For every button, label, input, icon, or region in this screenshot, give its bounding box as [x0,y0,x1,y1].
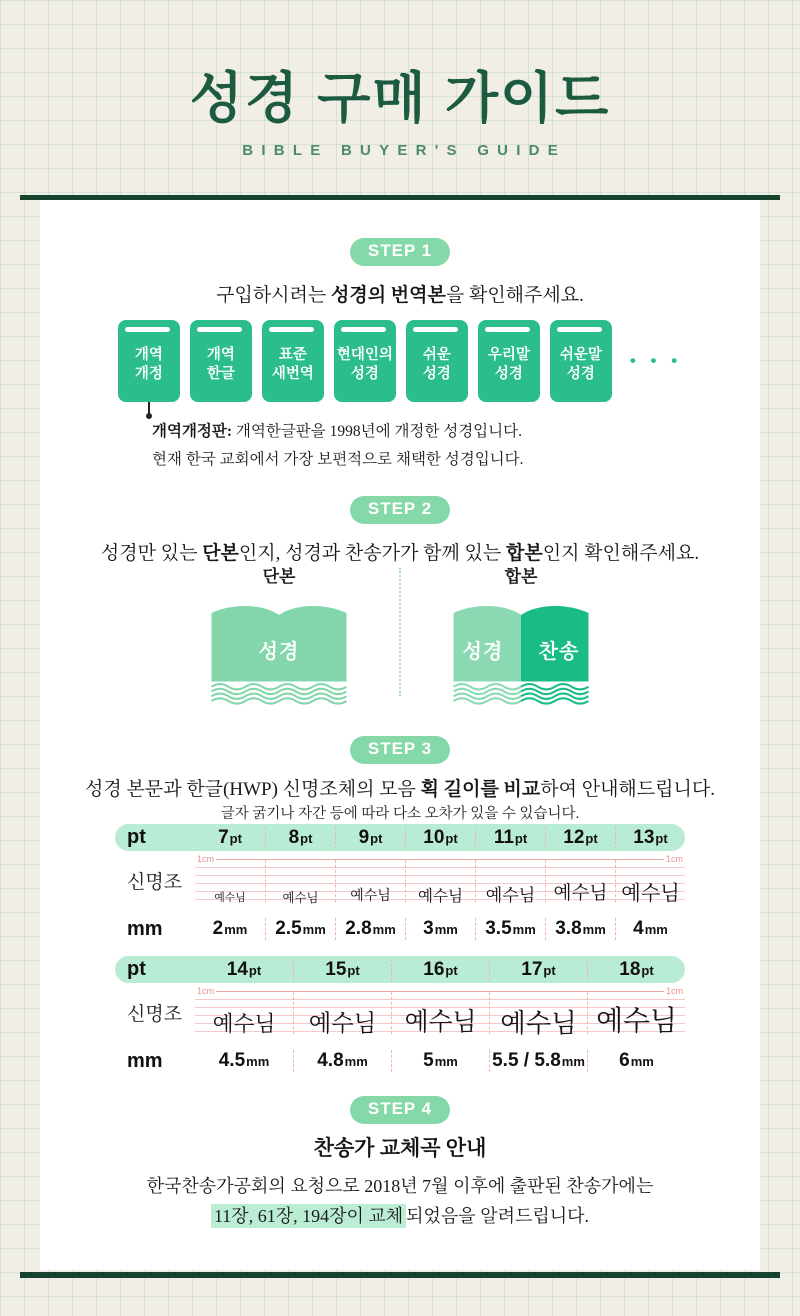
pt-unit: pt [655,830,668,846]
mm-value-cell [391,1050,489,1072]
font-sample-cell [489,992,587,1038]
step2-desc-bold2: 합본 [506,543,543,564]
step3-desc-bold: 획 길이를 비교 [420,779,541,800]
pt-unit: pt [300,830,313,846]
highlighted-chapters: 11장, 61장, 194장이 교체 [211,1204,406,1228]
pt-header-cell [265,827,335,849]
revision-note-line2: 현재 한국 교회에서 가장 보편적으로 채택한 성경입니다. [152,451,524,468]
step3-disclaimer: 글자 굵기나 자간 등에 따라 다소 오차가 있을 수 있습니다. [220,806,580,822]
pt-header-cell [545,827,615,849]
step4-badge: STEP 4 [350,1096,450,1124]
pt-header-cell [335,827,405,849]
font-sample-text: 예수님 [418,887,463,905]
cm-marker-left: 1cm [197,986,215,996]
pt-number: 16 [423,958,445,980]
font-sample-text: 예수님 [282,890,319,905]
translation-book-label: 우리말 성경 [487,347,530,382]
pt-header-cell [489,959,587,981]
pt-unit: pt [641,962,654,978]
font-sample-text: 예수님 [485,885,536,905]
pt-header-cell [405,827,475,849]
revision-note-term: 개역개정판: [152,423,233,440]
translation-book [406,320,468,402]
mm-number: 4.8 [317,1050,344,1071]
mm-number: 2 [212,918,224,939]
mm-unit: mm [344,1054,368,1069]
mm-unit: mm [224,922,248,937]
step3-desc-post: 하여 안내해드립니다. [540,779,715,800]
mm-number: 4.5 [218,1050,246,1071]
pt-header-cell [391,959,489,981]
page-title: 성경 구매 가이드 [189,67,611,129]
translation-book-label: 쉬운 성경 [422,347,451,382]
pt-number: 15 [325,958,347,980]
single-volume-label: 단본 [262,567,296,586]
translation-books-row [40,320,760,402]
font-sample-text: 예수님 [214,892,246,905]
step2-desc-post: 인지 확인해주세요. [542,543,700,564]
translation-book [550,320,612,402]
mm-unit: mm [582,922,606,937]
pt-number: 7 [218,826,229,848]
translation-book-label: 현대인의 성경 [336,347,393,382]
mm-value-row [115,915,685,943]
combined-hymnal-text: 찬송 [538,641,580,663]
mm-value-cell [475,918,545,940]
font-sample-text: 예수님 [212,1012,276,1037]
font-sample-cell [587,992,685,1038]
hymn-replacement-line2-rest: 되었음을 알려드립니다. [406,1206,590,1226]
mm-row-label: mm [127,917,163,940]
step2-desc-pre: 성경만 있는 [100,543,203,564]
font-sample-row [115,854,685,905]
cm-marker-left: 1cm [197,854,215,864]
page-subtitle: BIBLE BUYER'S GUIDE [242,142,566,159]
translation-book [118,320,180,402]
step3-badge: STEP 3 [350,736,450,764]
translation-book-label: 개역 한글 [206,347,235,382]
mm-number: 6 [619,1050,630,1071]
single-volume-illustration [203,562,355,711]
pt-unit: pt [445,830,458,846]
step3-badge-row [40,736,760,764]
pt-number: 9 [358,826,370,848]
font-name-label: 신명조 [127,1004,183,1025]
translation-book-label: 쉬운말 성경 [559,347,602,382]
revision-note [152,418,730,474]
font-sample-text: 예수님 [500,1007,577,1038]
mm-number: 3.5 [485,918,512,939]
mm-number: 4 [633,918,644,939]
mm-value-cell [335,918,405,940]
pt-number: 18 [619,958,641,980]
pt-unit: pt [347,962,360,978]
step1-desc-bold: 성경의 번역본 [331,285,446,306]
step3-description [40,774,760,801]
step3-desc-pre: 성경 본문과 한글(HWP) 신명조체의 모음 [85,779,421,800]
mm-value-cell [293,1050,391,1072]
font-sample-text: 예수님 [350,889,391,904]
book-pages-icon [413,327,458,332]
translation-book-label: 개역 개정 [134,347,163,382]
book-pages-icon [485,327,530,332]
font-sample-cell [335,860,405,902]
pt-number: 10 [423,826,445,848]
single-volume-book [203,595,355,711]
mm-row-label: mm [127,1049,163,1072]
mm-value-cell [545,918,615,940]
mm-unit: mm [302,922,326,937]
pt-number: 17 [521,958,543,980]
translation-book-label: 표준 새번역 [271,347,314,382]
pt-unit: pt [585,830,598,846]
mm-value-cell [587,1050,685,1072]
translation-book [334,320,396,402]
combined-volume-book [445,595,597,711]
font-sample-cell [391,992,489,1037]
step2-desc-mid: 인지, 성경과 찬송가가 함께 있는 [238,543,507,564]
font-sample-text: 예수님 [596,1006,677,1038]
font-sample-text: 예수님 [621,882,680,905]
book-pages-icon [197,327,242,332]
font-size-table-1 [115,824,685,943]
pt-unit: pt [445,962,458,978]
pt-header-row [115,956,685,983]
pt-unit: pt [229,830,242,846]
mm-value-cell [195,918,265,940]
font-size-table-2 [115,956,685,1075]
pt-number: 11 [493,826,514,848]
pt-header-cell [195,827,265,849]
mm-unit: mm [434,922,458,937]
mm-unit: mm [644,922,668,937]
pt-unit: pt [370,830,383,846]
step2-description [40,538,760,565]
translation-book [478,320,540,402]
cm-marker-right: 1cm [665,854,683,864]
font-sample-cell [195,992,293,1037]
content-card [40,200,760,1270]
font-sample-cell [405,860,475,905]
font-sample-row [115,986,685,1038]
mm-number: 3.8 [555,918,582,939]
pt-header-row [115,824,685,851]
single-bible-text: 성경 [258,641,300,663]
book-pages-icon [125,327,170,332]
mm-unit: mm [561,1054,585,1069]
pt-header-cell [293,959,391,981]
book-pages-icon [557,327,602,332]
mm-value-cell [615,918,685,940]
font-sample-cell [615,860,685,905]
pt-header-cell [587,959,685,981]
translation-book [262,320,324,402]
step1-badge-row [40,238,760,266]
mm-number: 5.5 / 5.8 [492,1050,561,1071]
ellipsis-dots: • • • [629,351,683,370]
pt-unit: pt [248,962,262,978]
font-sample-cell [545,860,615,905]
combined-volume-label: 합본 [504,567,538,586]
pt-number: 14 [226,958,248,980]
ruler-strip [195,986,685,1038]
mm-unit: mm [512,922,536,937]
pt-row-label: pt [127,826,146,848]
step1-desc-pre: 구입하시려는 [216,285,331,306]
step2-badge: STEP 2 [350,496,450,524]
step2-badge-row [40,496,760,524]
step4-badge-row [40,1096,760,1124]
mm-unit: mm [246,1054,270,1069]
pt-number: 8 [288,826,300,848]
step2-desc-bold1: 단본 [202,543,239,564]
combined-bible-text: 성경 [462,641,504,663]
mm-number: 5 [423,1050,434,1071]
step1-description [40,280,760,307]
font-sample-cell [195,860,265,905]
pt-header-cell [475,827,545,849]
font-sample-cell [475,860,545,905]
mm-value-cell [489,1050,587,1072]
mm-unit: mm [372,922,396,937]
hymn-replacement-title: 찬송가 교체곡 안내 [313,1136,487,1160]
mm-value-cell [195,1050,293,1072]
hymn-replacement-line1: 한국찬송가공회의 요청으로 2018년 7월 이후에 출판된 찬송가에는 [146,1176,654,1196]
volume-illustrations [40,562,760,711]
mm-number: 2.8 [345,918,372,939]
header [0,64,800,159]
translation-book [190,320,252,402]
mm-value-row [115,1047,685,1075]
combined-volume-illustration [445,562,597,711]
pt-header-cell [195,959,293,981]
pt-row-label: pt [127,958,146,980]
ruler-strip [195,854,685,905]
pt-unit: pt [543,962,556,978]
step1-badge: STEP 1 [350,238,450,266]
font-sample-text: 예수님 [308,1010,377,1037]
font-sample-text: 예수님 [404,1009,477,1037]
step1-desc-post: 을 확인해주세요. [445,285,584,306]
pt-header-cell [615,827,685,849]
font-name-label: 신명조 [127,872,183,893]
mm-number: 3 [423,918,434,939]
pt-number: 13 [633,826,655,848]
hymn-replacement-line2 [40,1202,760,1228]
mm-value-cell [405,918,475,940]
dotted-divider [399,568,401,696]
pt-unit: pt [514,830,528,846]
cm-marker-right: 1cm [665,986,683,996]
revision-note-text: 개역한글판을 1998년에 개정한 성경입니다. [232,423,522,440]
book-pages-icon [269,327,314,332]
mm-unit: mm [630,1054,654,1069]
pt-number: 12 [563,826,585,848]
font-sample-cell [265,860,335,905]
mm-number: 2.5 [275,918,302,939]
font-sample-cell [293,992,391,1037]
bottom-divider-line [20,1272,780,1278]
book-pages-icon [341,327,386,332]
font-sample-text: 예수님 [553,883,608,905]
mm-value-cell [265,918,335,940]
mm-unit: mm [434,1054,458,1069]
